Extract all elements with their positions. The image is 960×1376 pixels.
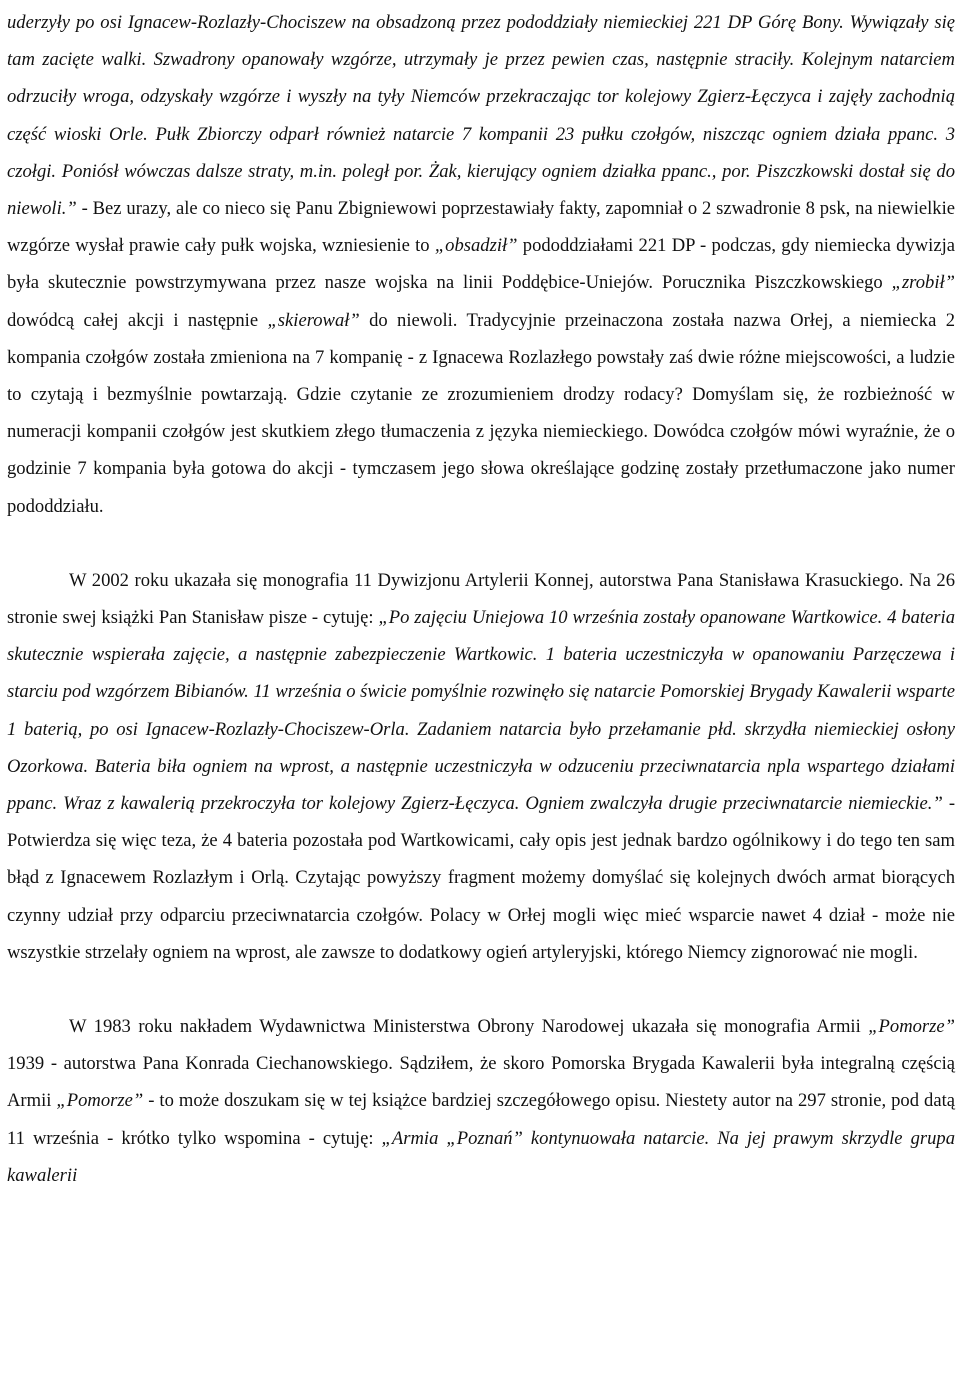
quoted-word-obsadzil: „obsadził” — [434, 235, 518, 257]
paragraph-text: W 1983 roku nakładem Wydawnictwa Ministerstwa Obrony Narodowej ukazała się monografia Armii — [69, 1016, 869, 1038]
paragraph-text: - to może doszukam się w tej książce bardziej szczegółowego opisu. Niestety autor na 297 stronie, pod datą 11 września - krótko tylko wspomina - cytuję: — [7, 1090, 955, 1149]
quote-ciechanowski: „Armia „Poznań” kontynuowała natarcie. Na jej prawym skrzydle grupa kawalerii — [7, 1127, 955, 1186]
paragraph-1 — [7, 4, 955, 525]
paragraph-2 — [7, 562, 955, 971]
paragraph-spacer — [7, 525, 955, 562]
paragraph-spacer — [7, 971, 955, 1008]
commentary-text: - Potwierdza się więc teza, że 4 bateria pozostała pod Wartkowicami, cały opis jest jednak bardzo ogólnikowy i do tego ten sam błąd z Ignacewem Rozlazłym i Orlą. Czytając powyższy fragment możemy domyślać się kolejnych dwóch armat biorących czynny udział przy odparciu przeciwnatarcia czołgów. Polacy w Orłej mogli więc mieć wsparcie nawet 4 dział - może nie wszystkie strzelały ogniem na wprost, ale zawsze to dodatkowy ogień artyleryjski, którego Niemcy zignorować nie mogli. — [7, 793, 956, 963]
paragraph-text: W 2002 roku ukazała się monografia 11 Dywizjonu Artylerii Konnej, autorstwa Pana Stanisława Krasuckiego. Na 26 stronie swej książki Pan Stanisław pisze - cytuję: — [7, 569, 955, 629]
quote-krasucki: „Po zajęciu Uniejowa 10 września zostały opanowane Wartkowice. 4 bateria skutecznie wspierała zajęcie, a następnie zabezpieczenie Wartkowic. 1 bateria uczestniczyła w opanowaniu Parzęczewa i starciu pod wzgórzem Bibianów. 11 września o świcie pomyślnie rozwinęło się natarcie Pomorskiej Brygady Kawalerii wsparte 1 baterią, po osi Ignacew-Rozlazły-Chociszew-Orla. Zadaniem natarcia było przełamanie płd. skrzydła niemieckiej osłony Ozorkowa. Bateria biła ogniem na wprost, a następnie uczestniczyła w odzuceniu przeciwnatarcia npla wspartego działami ppanc. Wraz z kawalerią przekroczyła tor kolejowy Zgierz-Łęczyca. Ogniem zwalczyła drugie przeciwnatarcie niemieckie.” — [7, 607, 956, 815]
document-page — [7, 4, 955, 1194]
quoted-word-pomorze: „Pomorze” — [56, 1090, 144, 1112]
quoted-word-pomorze: „Pomorze” — [868, 1016, 955, 1038]
paragraph-text: 1939 - autorstwa Pana Konrada Ciechanowskiego. Sądziłem, że skoro Pomorska Brygada Kawalerii była integralną częścią Armii — [7, 1053, 955, 1112]
quote-chociszew-fragment: uderzyły po osi Ignacew-Rozlazły-Chociszew na obsadzoną przez pododdziały niemieckiej 221 DP Górę Bony. Wywiązały się tam zacięte walki. Szwadrony opanowały wzgórze, utrzymały je przez pewien czas, następnie straciły. Kolejnym natarciem odrzuciły wroga, odzyskały wzgórze i wyszły na tyły Niemców przekraczając tor kolejowy Zgierz-Łęczyca i zajęły zachodnią część wioski Orle. Pułk Zbiorczy odparł również natarcie 7 kompanii 23 pułku czołgów, niszcząc ogniem działa ppanc. 3 czołgi. Poniósł wówczas dalsze straty, m.in. poległ por. Żak, kierujący ogniem działka ppanc., por. Piszczkowski dostał się do niewoli.” — [7, 12, 955, 220]
quoted-word-skierowal: „skierował” — [267, 309, 360, 331]
commentary-text: - Bez urazy, ale co nieco się Panu Zbigniewowi poprzestawiały fakty, zapomniał o 2 szwadronie 8 psk, na niewielkie wzgórze wysłał prawie cały pułk wojska, wzniesienie to — [7, 198, 955, 257]
paragraph-3 — [7, 1008, 955, 1194]
commentary-text: pododdziałami 221 DP - podczas, gdy niemiecka dywizja była skutecznie powstrzymywana przez nasze wojska na linii Poddębice-Uniejów. Porucznika Piszczkowskiego — [7, 235, 955, 294]
quoted-word-zrobil: „zrobił” — [891, 272, 955, 294]
commentary-text: do niewoli. Tradycyjnie przeinaczona została nazwa Orłej, a niemiecka 2 kompania czołgów została zmieniona na 7 kompanię - z Ignacewa Rozlazłego powstały zaś dwie różne miejscowości, a ludzie to czytają i bezmyślnie powtarzają. Gdzie czytanie ze zrozumieniem drodzy rodacy? Domyślam się, że rozbieżność w numeracji kompanii czołgów jest skutkiem złego tłumaczenia z języka niemieckiego. Dowódca czołgów mówi wyraźnie, że o godzinie 7 kompania była gotowa do akcji - tymczasem jego słowa określające godzinę zostały przetłumaczone jako numer pododdziału. — [7, 309, 955, 517]
commentary-text: dowódcą całej akcji i następnie — [7, 309, 268, 331]
